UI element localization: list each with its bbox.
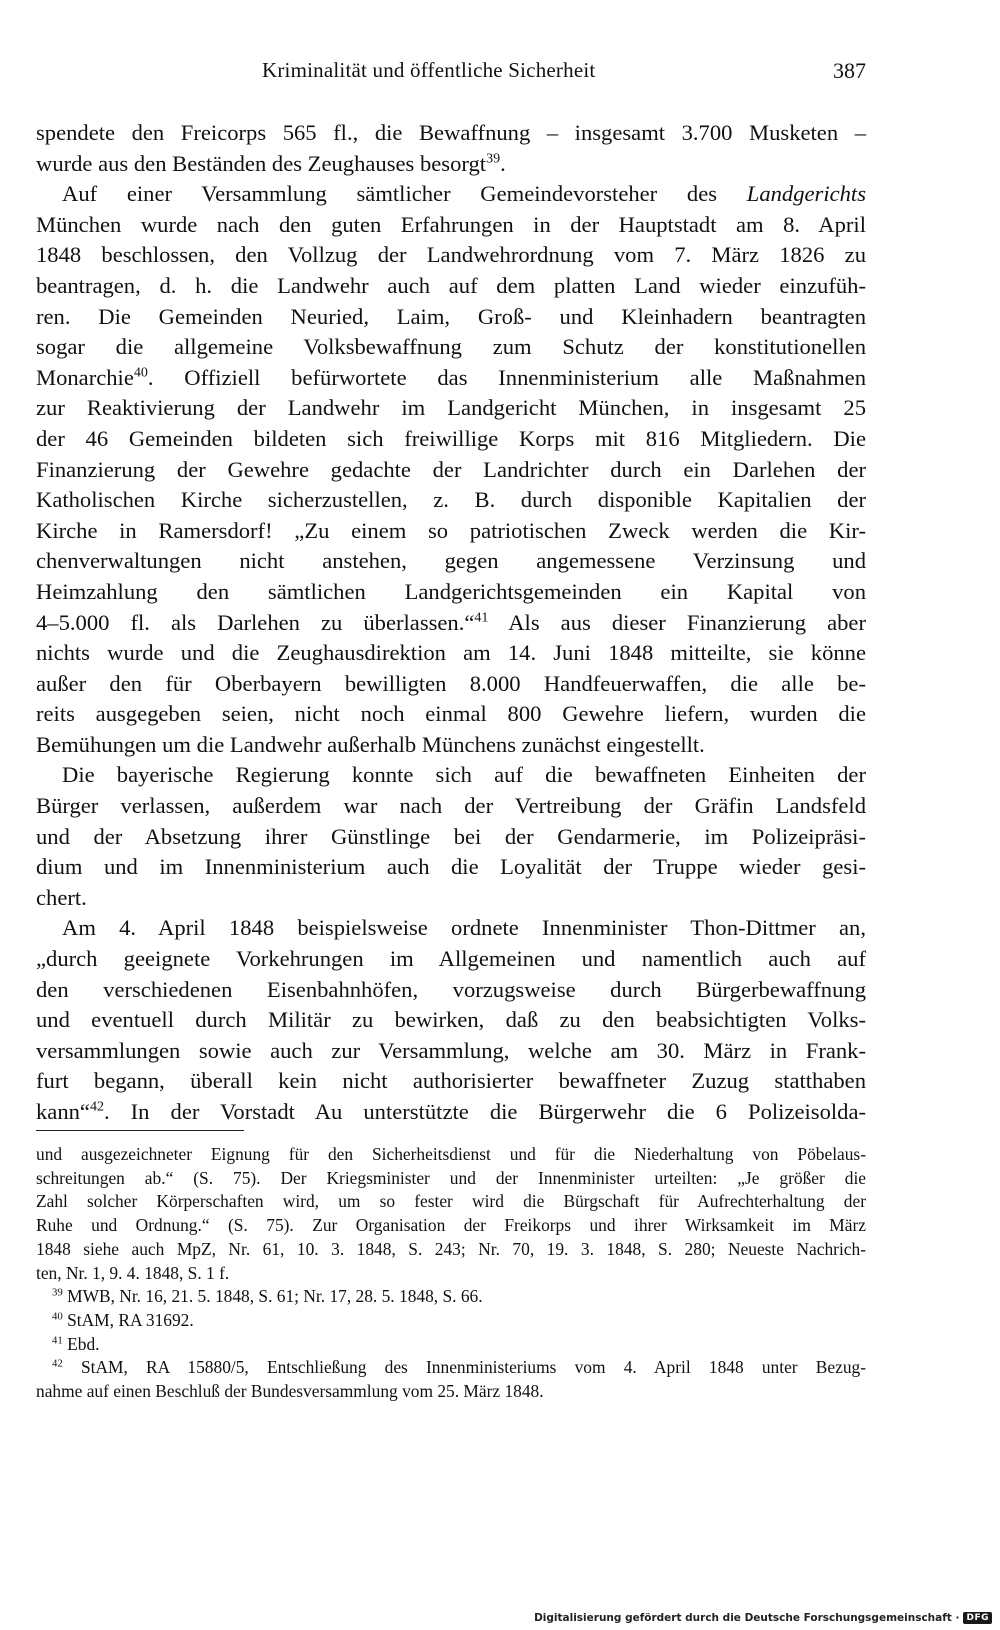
book-page bbox=[36, 0, 866, 1630]
text-line: „durch geeignete Vorkehrungen im Allgemeinen und namentlich auch auf bbox=[36, 946, 866, 972]
text-line: außer den für Oberbayern bewilligten 8.000 Handfeuerwaffen, die alle be- bbox=[36, 670, 866, 696]
footnote-ref: 39 bbox=[486, 150, 501, 166]
text-line: chert. bbox=[36, 884, 87, 910]
text-line: nichts wurde und die Zeughausdirektion am 14. Juni 1848 mitteilte, sie könne bbox=[36, 640, 866, 666]
footnote-line: und ausgezeichneter Eignung für den Sicherheitsdienst und für die Niederhaltung von Pöbelaus- bbox=[36, 1144, 866, 1164]
footnote-line: 1848 siehe auch MpZ, Nr. 61, 10. 3. 1848, S. 243; Nr. 70, 19. 3. 1848, S. 280; Neueste Nachrich- bbox=[36, 1238, 866, 1259]
footnote-line: Ruhe und Ordnung.“ (S. 75). Zur Organisation der Freikorps und ihrer Wirksamkeit im März bbox=[36, 1215, 866, 1236]
text-line: chenverwaltungen nicht anstehen, gegen angemessene Verzinsung und bbox=[36, 548, 866, 574]
text-line: Bemühungen um die Landwehr außerhalb Münchens zunächst eingestellt. bbox=[36, 731, 705, 757]
text-line: Bürger verlassen, außerdem war nach der Vertreibung der Gräfin Landsfeld bbox=[36, 793, 866, 819]
text-line: Kirche in Ramersdorf! „Zu einem so patriotischen Zweck werden die Kir- bbox=[36, 517, 866, 543]
footnote-number: 41 bbox=[52, 1333, 63, 1346]
footnote-line: nahme auf einen Beschluß der Bundesversammlung vom 25. März 1848. bbox=[36, 1381, 544, 1402]
text-line: den verschiedenen Eisenbahnhöfen, vorzugsweise durch Bürgerbewaffnung bbox=[36, 976, 866, 1002]
footnote-number: 40 bbox=[52, 1310, 63, 1323]
dfg-logo-icon: DFG bbox=[963, 1612, 992, 1624]
text-line: wurde aus den Beständen des Zeughauses besorgt$^{39}$. bbox=[36, 150, 506, 176]
text-line: versammlungen sowie auch zur Versammlung, welche am 30. März in Frank- bbox=[36, 1037, 866, 1063]
footnote-ref: 42 bbox=[89, 1099, 104, 1115]
text-line: 1848 beschlossen, den Vollzug der Landwehrordnung vom 7. März 1826 zu bbox=[36, 242, 866, 268]
text-line: Auf einer Versammlung sämtlicher Gemeindevorsteher des Landgerichts bbox=[62, 181, 866, 207]
text-line: der 46 Gemeinden bildeten sich freiwillige Korps mit 816 Mitgliedern. Die bbox=[36, 425, 866, 451]
digitization-footer bbox=[534, 1612, 992, 1624]
footnote-42: $^{42}$ StAM, RA 15880/5, Entschließung des Innenministeriums vom 4. April 1848 unter Bezug- bbox=[52, 1357, 866, 1378]
text-line: Monarchie$^{40}$. Offiziell befürwortete das Innenministerium alle Maßnahmen bbox=[36, 364, 866, 390]
text-line: und eventuell durch Militär zu bewirken, daß zu den beabsichtigten Volks- bbox=[36, 1007, 866, 1033]
running-header bbox=[36, 58, 866, 88]
footnote-ref: 40 bbox=[133, 365, 148, 381]
text-line: und der Absetzung ihrer Günstlinge bei der Gendarmerie, im Polizeipräsi- bbox=[36, 823, 866, 849]
footnote-40: $^{40}$ StAM, RA 31692. bbox=[52, 1309, 194, 1330]
text-line: zur Reaktivierung der Landwehr im Landgericht München, in insgesamt 25 bbox=[36, 395, 866, 421]
footnote-41: $^{41}$ Ebd. bbox=[52, 1333, 100, 1354]
text-line: Katholischen Kirche sicherzustellen, z. B. durch disponible Kapitalien der bbox=[36, 487, 866, 513]
text-line: sogar die allgemeine Volksbewaffnung zum Schutz der konstitutionellen bbox=[36, 334, 866, 360]
text-line: reits ausgegeben seien, nicht noch einmal 800 Gewehre liefern, wurden die bbox=[36, 701, 866, 727]
page-number: 387 bbox=[833, 58, 866, 83]
main-text bbox=[36, 118, 866, 1128]
text-line: 4–5.000 fl. als Darlehen zu überlassen.“$^{41}$ Als aus dieser Finanzierung aber bbox=[36, 609, 866, 635]
footnote-divider bbox=[36, 1130, 244, 1131]
footnote-line: schreitungen ab.“ (S. 75). Der Kriegsminister und der Innenminister urteilten: „Je größer die bbox=[36, 1167, 866, 1188]
text-line: Die bayerische Regierung konnte sich auf die bewaffneten Einheiten der bbox=[62, 762, 866, 788]
footer-text: Digitalisierung gefördert durch die Deutsche Forschungsgemeinschaft · bbox=[534, 1612, 960, 1624]
text-line: furt begann, überall kein nicht authorisierter bewaffneter Zuzug statthaben bbox=[36, 1068, 866, 1094]
text-line: spendete den Freicorps 565 fl., die Bewaffnung – insgesamt 3.700 Musketen – bbox=[36, 120, 866, 145]
footnote-line: Zahl solcher Körperschaften wird, um so fester wird die Bürgschaft für Aufrechterhaltung der bbox=[36, 1191, 866, 1212]
footnote-ref: 41 bbox=[474, 609, 489, 625]
footnote-number: 42 bbox=[52, 1357, 63, 1370]
text-line: dium und im Innenministerium auch die Loyalität der Truppe wieder gesi- bbox=[36, 854, 866, 880]
text-line: Finanzierung der Gewehre gedachte der Landrichter durch ein Darlehen der bbox=[36, 456, 866, 482]
text-line: München wurde nach den guten Erfahrungen in der Hauptstadt am 8. April bbox=[36, 211, 866, 237]
footnote-number: 39 bbox=[52, 1286, 63, 1299]
text-line: kann“$^{42}$. In der Vorstadt Au unterstützte die Bürgerwehr die 6 Polizeisolda- bbox=[36, 1099, 866, 1124]
footnote-line: ten, Nr. 1, 9. 4. 1848, S. 1 f. bbox=[36, 1262, 230, 1283]
running-title: Kriminalität und öffentliche Sicherheit bbox=[262, 58, 596, 82]
text-line: beantragen, d. h. die Landwehr auch auf dem platten Land wieder einzufüh- bbox=[36, 272, 866, 298]
text-line: ren. Die Gemeinden Neuried, Laim, Groß- und Kleinhadern beantragten bbox=[36, 303, 866, 329]
footnote-39: $^{39}$ MWB, Nr. 16, 21. 5. 1848, S. 61; Nr. 17, 28. 5. 1848, S. 66. bbox=[52, 1286, 483, 1307]
footnotes bbox=[36, 1143, 866, 1404]
text-line: Heimzahlung den sämtlichen Landgerichtsgemeinden ein Kapital von bbox=[36, 578, 866, 604]
italic-term: Landgerichts bbox=[746, 181, 866, 207]
text-line: Am 4. April 1848 beispielsweise ordnete Innenminister Thon-Dittmer an, bbox=[62, 915, 866, 941]
